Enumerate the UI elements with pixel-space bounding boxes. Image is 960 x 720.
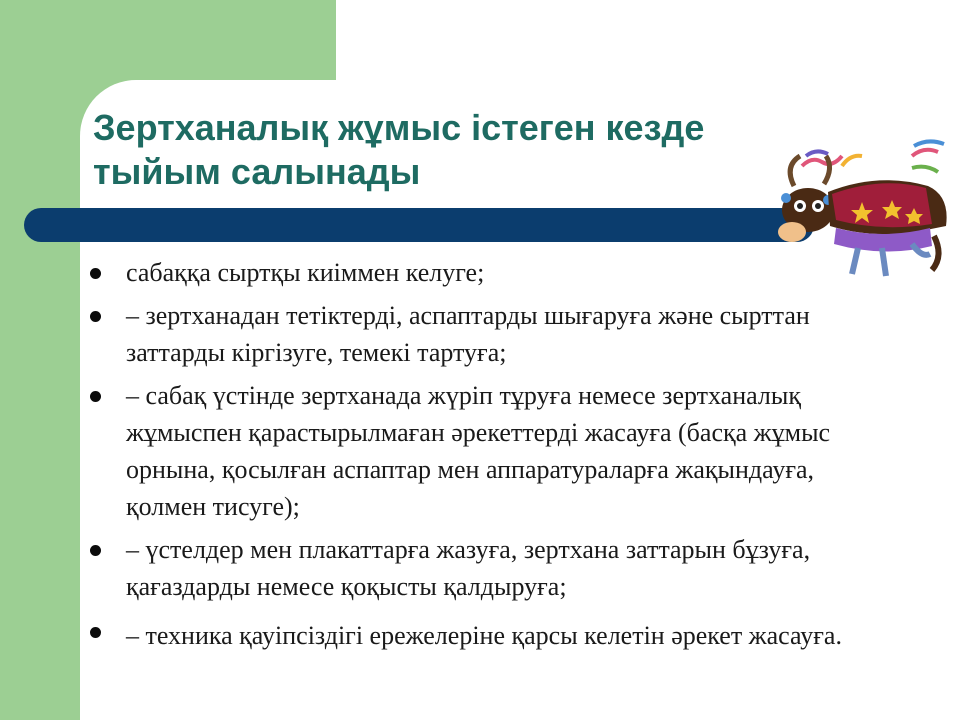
bullet-text: – техника қауіпсіздігі ережелеріне қарсы келетін әрекет жасауға. [126, 621, 842, 650]
bullet-dot-icon [90, 311, 101, 322]
slide-title: Зертханалық жұмыс істеген кезде тыйым салынады [93, 107, 705, 192]
title-underline-bar [24, 208, 814, 242]
bullet-dot-icon [90, 268, 101, 279]
bullet-list [88, 254, 888, 664]
list-item [88, 531, 888, 605]
list-item [88, 613, 888, 658]
list-item [88, 297, 888, 371]
list-item [88, 254, 888, 291]
bullet-dot-icon [90, 627, 101, 638]
bullet-text: – зертханадан тетіктерді, аспаптарды шығаруға және сырттан заттарды кіргізуге, темекі тартуға; [126, 301, 810, 367]
bullet-text: – сабақ үстінде зертханада жүріп тұруға немесе зертханалық жұмыспен қарастырылмаған әрекеттерді жасауға (басқа жұмыс орнына, қосылған аспаптар мен аппаратураларға жақындауға, қолмен тисуге); [126, 381, 831, 521]
bullet-dot-icon [90, 391, 101, 402]
list-item [88, 377, 888, 525]
bullet-text: – үстелдер мен плакаттарға жазуға, зертхана заттарын бұзуға, қағаздарды немесе қоқысты қалдыруға; [126, 535, 811, 601]
bullet-text: сабаққа сыртқы киіммен келуге; [126, 258, 485, 287]
bullet-dot-icon [90, 545, 101, 556]
